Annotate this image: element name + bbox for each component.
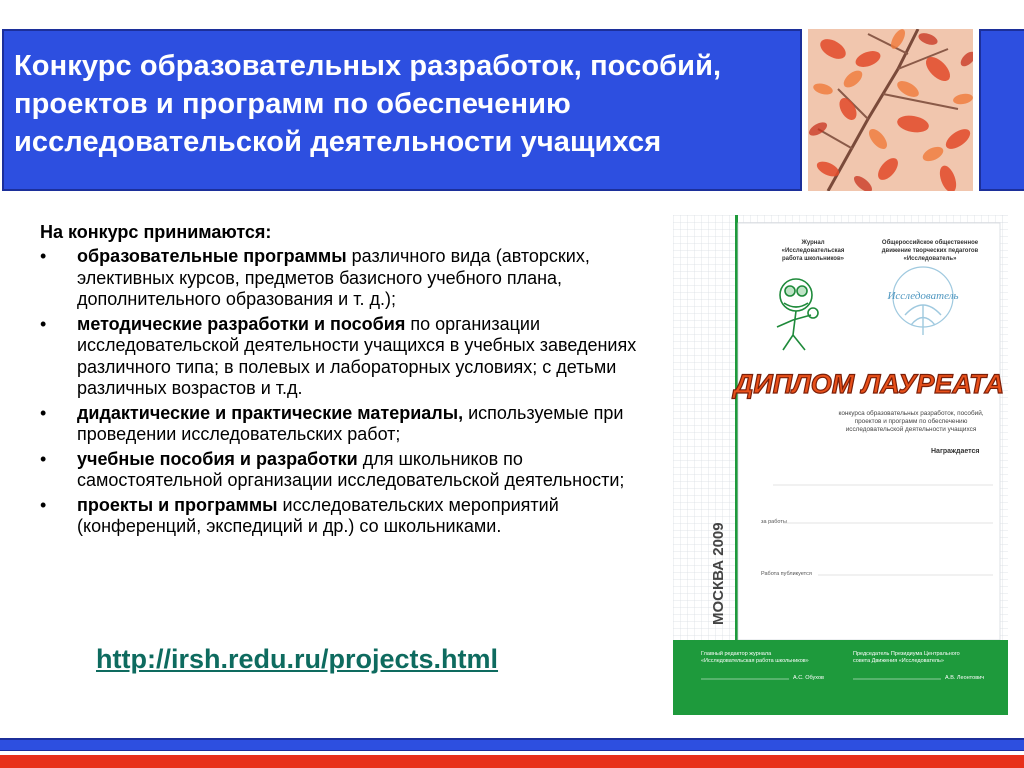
bullet-marker: • xyxy=(40,313,47,334)
list-item xyxy=(40,403,668,446)
diploma-side-text: МОСКВА 2009 xyxy=(710,522,727,625)
movement-heading-1: движение творческих педагогов xyxy=(881,248,979,254)
logo-word: Исследователь xyxy=(887,290,959,302)
journal-heading-1: «Исследовательская xyxy=(781,248,845,254)
laureate-diploma-image xyxy=(673,215,1008,715)
footer-right-1: совета Движения «Исследователь» xyxy=(853,658,944,664)
bullet-marker: • xyxy=(40,494,47,515)
bullet-text: используемые при проведении исследовательских работ; xyxy=(77,402,624,444)
journal-heading-0: Журнал xyxy=(801,240,825,246)
bullet-strong: учебные пособия и разработки xyxy=(77,448,358,469)
bullet-marker: • xyxy=(40,246,47,266)
slide-content xyxy=(40,221,668,538)
footer-left-1: «Исследовательская работа школьников» xyxy=(701,658,809,664)
bullet-strong: дидактические и практические материалы, xyxy=(77,402,464,423)
bullet-strong: методические разработки и пособия xyxy=(77,313,406,334)
work-label: за работы xyxy=(761,519,787,525)
bottom-red-bar xyxy=(0,755,1024,768)
bullet-text: исследовательских мероприятий (конференций, экспедиций и др.) со школьниками. xyxy=(77,494,559,536)
slide-title: Конкурс образовательных разработок, пособий, проектов и программ по обеспечению исследовательской деятельности учащихся xyxy=(14,50,722,158)
list-item xyxy=(40,449,668,492)
projects-link[interactable]: http://irsh.redu.ru/projects.html xyxy=(96,644,499,674)
footer-right-name: А.В. Леонтович xyxy=(945,675,985,681)
right-accent-strip xyxy=(979,29,1024,191)
published-label: Работа публикуется xyxy=(761,571,812,577)
footer-left-name: А.С. Обухов xyxy=(793,675,824,681)
diploma-description-2: исследовательской деятельности учащихся xyxy=(845,426,977,433)
autumn-leaves-photo xyxy=(808,29,973,191)
title-box xyxy=(2,29,802,191)
movement-heading-0: Общероссийское общественное xyxy=(881,240,979,246)
bullet-text: по организации исследовательской деятельности учащихся в учебных заведениях различного типа; в полевых и лабораторных условиях; с детьми различных возрастов и т.д. xyxy=(77,313,637,398)
footer-right-0: Председатель Президиума Центрального xyxy=(853,651,960,657)
bullet-strong: образовательные программы xyxy=(77,246,347,266)
list-item xyxy=(40,314,668,400)
list-item xyxy=(40,246,668,311)
diploma-description-0: конкурса образовательных разработок, пособий, xyxy=(838,410,984,417)
bullet-text: для школьников по самостоятельной организации исследовательской деятельности; xyxy=(77,448,625,490)
diploma-main-title: ДИПЛОМ ЛАУРЕАТА xyxy=(733,369,1005,399)
journal-heading-2: работа школьников» xyxy=(781,256,845,262)
bullet-strong: проекты и программы xyxy=(77,494,278,515)
bullet-marker: • xyxy=(40,448,47,469)
diploma-description-1: проектов и программ по обеспечению xyxy=(854,418,968,425)
awarded-label: Награждается xyxy=(931,448,980,455)
bottom-blue-bar xyxy=(0,738,1024,751)
bullet-marker: • xyxy=(40,402,47,423)
footer-left-0: Главный редактор журнала xyxy=(701,651,772,657)
list-item xyxy=(40,495,668,538)
intro-heading: На конкурс принимаются: xyxy=(40,222,272,242)
movement-heading-2: «Исследователь» xyxy=(903,256,957,262)
bullet-list xyxy=(40,246,668,538)
bullet-text: различного вида (авторских, элективных курсов, предметов базисного учебного плана, дополнительного образования и т. д.); xyxy=(77,246,590,309)
